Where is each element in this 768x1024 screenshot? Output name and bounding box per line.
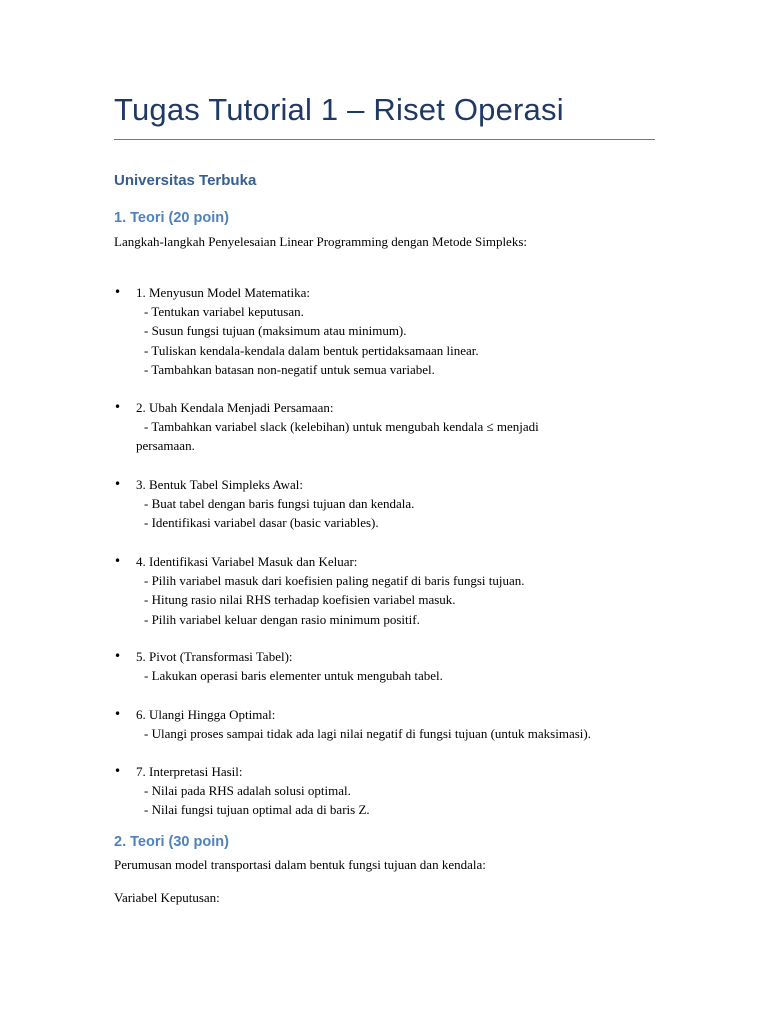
step-detail-continuation: persamaan. — [136, 438, 195, 454]
bullet-icon: • — [114, 707, 122, 721]
section-1-intro: Langkah-langkah Penyelesaian Linear Programming dengan Metode Simpleks: — [114, 234, 527, 249]
step-detail: - Nilai pada RHS adalah solusi optimal. — [144, 783, 351, 799]
step-detail: - Pilih variabel keluar dengan rasio minimum positif. — [144, 611, 420, 627]
step-label: 2. Ubah Kendala Menjadi Persamaan: — [136, 400, 334, 415]
bullet-icon: • — [114, 764, 122, 778]
step-detail: - Pilih variabel masuk dari koefisien paling negatif di baris fungsi tujuan. — [144, 573, 525, 589]
step-label: 5. Pivot (Transformasi Tabel): — [136, 649, 293, 664]
step-detail: - Hitung rasio nilai RHS terhadap koefisien variabel masuk. — [144, 592, 456, 608]
step-detail: - Buat tabel dengan baris fungsi tujuan dan kendala. — [144, 496, 415, 512]
step-label: 6. Ulangi Hingga Optimal: — [136, 707, 276, 722]
step-detail: - Tuliskan kendala-kendala dalam bentuk pertidaksamaan linear. — [144, 342, 479, 358]
step-detail: - Susun fungsi tujuan (maksimum atau minimum). — [144, 323, 407, 339]
section-2-heading: 2. Teori (30 poin) — [114, 834, 229, 850]
step-label: 7. Interpretasi Hasil: — [136, 764, 243, 779]
bullet-icon: • — [114, 400, 122, 414]
section-2-intro: Perumusan model transportasi dalam bentuk fungsi tujuan dan kendala: — [114, 857, 486, 872]
bullet-icon: • — [114, 477, 122, 491]
step-detail: - Tambahkan variabel slack (kelebihan) untuk mengubah kendala ≤ menjadi — [144, 419, 539, 435]
step-detail: - Tambahkan batasan non-negatif untuk semua variabel. — [144, 361, 435, 377]
step-detail: - Lakukan operasi baris elementer untuk mengubah tabel. — [144, 668, 443, 684]
step-detail: - Tentukan variabel keputusan. — [144, 304, 304, 320]
step-detail: - Identifikasi variabel dasar (basic variables). — [144, 515, 379, 531]
bullet-icon: • — [114, 285, 122, 299]
step-detail: - Nilai fungsi tujuan optimal ada di baris Z. — [144, 802, 370, 818]
document-subtitle: Universitas Terbuka — [114, 172, 257, 189]
title-underline — [114, 139, 655, 140]
section-1-heading: 1. Teori (20 poin) — [114, 210, 229, 226]
step-label: 3. Bentuk Tabel Simpleks Awal: — [136, 477, 304, 492]
document-title: Tugas Tutorial 1 – Riset Operasi — [114, 92, 564, 127]
step-label: 1. Menyusun Model Matematika: — [136, 285, 311, 300]
section-2-variables-label: Variabel Keputusan: — [114, 890, 220, 905]
step-detail: - Ulangi proses sampai tidak ada lagi nilai negatif di fungsi tujuan (untuk maksimasi). — [144, 726, 591, 742]
bullet-icon: • — [114, 554, 122, 568]
step-label: 4. Identifikasi Variabel Masuk dan Keluar: — [136, 554, 358, 569]
bullet-icon: • — [114, 649, 122, 663]
